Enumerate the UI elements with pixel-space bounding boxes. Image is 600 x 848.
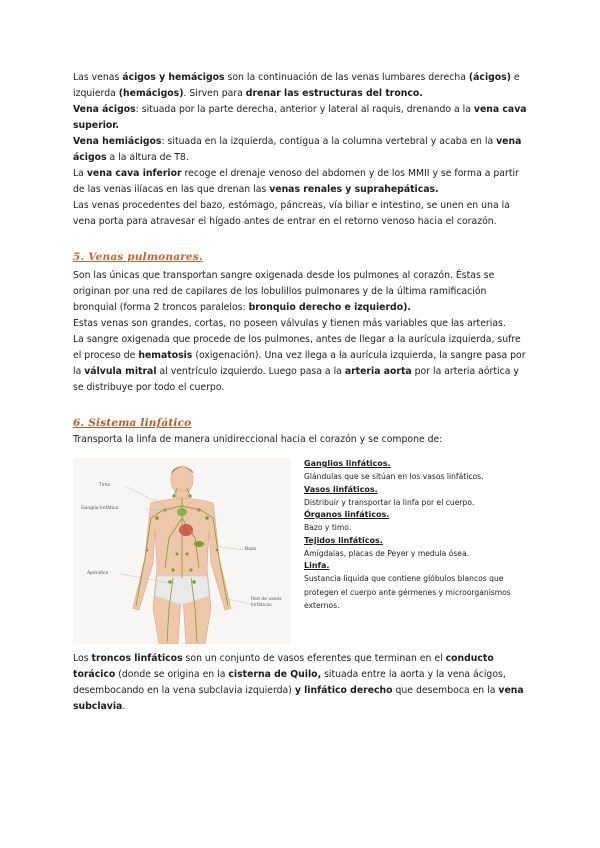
component-vasos: [304, 484, 534, 510]
document-page: [73, 70, 528, 715]
component-title: Tejidos linfáticos.: [304, 535, 383, 545]
figure-label-apendice: Apéndice: [87, 571, 109, 576]
vena-hemiacigos-paragraph: Vena hemiácigos: situada en la izquierda, contigua a la columna vertebral y acaba en la vena ácigos a la altura de T8.: [73, 136, 522, 163]
vena-cava-inferior-paragraph: La vena cava inferior recoge el drenaje venoso del abdomen y de los MMII y se forma a partir de las venas ilíacas en las que drenan las venas renales y suprahepáticas.: [73, 168, 519, 195]
lymphatic-components-list: [304, 458, 534, 613]
lymphatic-intro-paragraph: Transporta la linfa de manera unidireccional hacia el corazón y se compone de:: [73, 434, 443, 445]
figure-label-ganglio: Ganglio linfático: [81, 506, 119, 511]
veins-azygos-paragraph: Las venas ácigos y hemácigos son la continuación de las venas lumbares derecha (ácigos) e izquierda (hemácigos). Sirven para drenar las estructuras del tronco.: [73, 72, 520, 99]
figure-label-bazo: Bazo: [245, 547, 257, 552]
component-title: Vasos linfáticos.: [304, 484, 378, 494]
vena-acigos-paragraph: Vena ácigos: situada por la parte derecha, anterior y lateral al raquis, drenando a la vena cava superior.: [73, 104, 527, 131]
component-title: Linfa.: [304, 561, 330, 570]
component-title: Ganglios linfáticos.: [304, 459, 391, 468]
pulmonary-veins-heading: 5. Venas pulmonares.: [73, 251, 203, 263]
heart-shape: [179, 524, 193, 536]
figure-label-red-vasos: Red de vasos linfáticos: [251, 597, 282, 608]
component-ganglios: [304, 458, 534, 484]
lymphatic-trunks-paragraph: Los troncos linfáticos son un conjunto de vasos eferentes que terminan en el conducto torácico (donde se origina en la cisterna de Quilo, situada entre la aorta y la vena ácigos, desembocando en la vena subclavia izquierda) y linfático derecho que desemboca en la vena subclavia.: [73, 653, 524, 712]
pulmonary-circulation-paragraph: La sangre oxigenada que procede de los pulmones, antes de llegar a la aurícula izquierda, sufre el proceso de hematosis (oxigenación). Una vez llega a la aurícula izquierda, la sangre pasa por la válvula mitral al ventrículo izquierdo. Luego pasa a la arteria aorta por la arteria aórtica y se distribuye por todo el cuerpo.: [73, 334, 526, 393]
component-title: Órganos linfáticos.: [304, 510, 390, 519]
component-tejidos: [304, 535, 534, 561]
component-description: Glándulas que se sitúan en los vasos linfáticos.: [304, 472, 484, 481]
component-description: Bazo y timo.: [304, 523, 352, 532]
component-description: Amígdalas, placas de Peyer y medula ósea.: [304, 548, 470, 558]
pulmonary-features-paragraph: Estas venas son grandes, cortas, no poseen válvulas y tienen más variables que las arterias.: [73, 318, 506, 329]
lymphatic-system-illustration: [73, 458, 291, 644]
component-description: Distribuir y transportar la linfa por el cuerpo.: [304, 497, 475, 507]
vena-porta-paragraph: Las venas procedentes del bazo, estómago, páncreas, vía biliar e intestino, se unen en una la vena porta para atravesar el hígado antes de entrar en el retorno venoso hacia el corazón.: [73, 200, 510, 227]
component-organos: [304, 509, 534, 535]
lymphatic-system-heading: 6. Sistema linfático: [73, 417, 192, 429]
pulmonary-origin-paragraph: Son las únicas que transportan sangre oxigenada desde los pulmones al corazón. Éstas se originan por una red de capilares de los lobulillos pulmonares y de la última ramificación bronquial (forma 2 troncos paralelos: bronquio derecho e izquierdo).: [73, 270, 495, 313]
component-linfa: [304, 560, 534, 613]
lymphatic-section: [73, 458, 528, 644]
figure-label-timo: Timo: [99, 483, 111, 488]
component-description: Sustancia liquida que contiene glóbulos blancos que protegen el cuerpo ante gérmenes y microorganismos externos.: [304, 574, 511, 610]
